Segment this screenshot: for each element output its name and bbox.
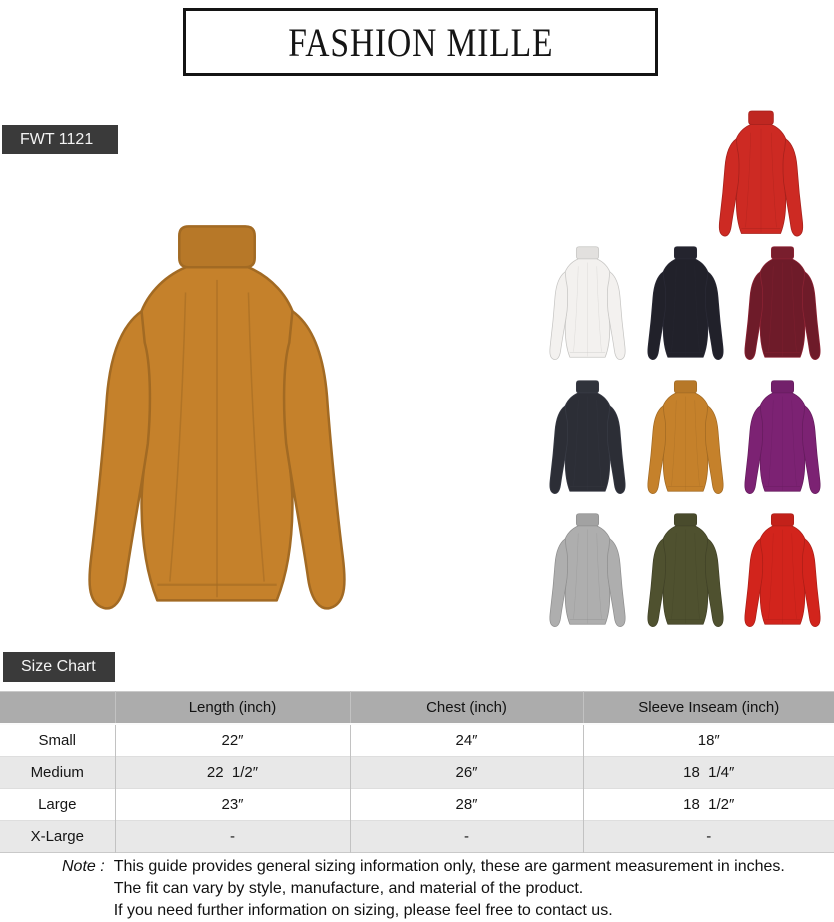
main-product-image [52, 217, 382, 657]
size-row-xlarge [0, 821, 834, 853]
variant-swatch-white [539, 244, 637, 378]
featured-variant-image [702, 108, 820, 252]
value-cell: 23″ [115, 789, 350, 821]
size-chart-badge-text: Size Chart [21, 658, 96, 675]
size-cell: Large [0, 789, 115, 821]
note-lines [114, 856, 785, 922]
size-cell: Medium [0, 757, 115, 789]
note-line: This guide provides general sizing information only, these are garment measurement in inches. [113, 858, 785, 875]
size-row-medium [0, 757, 834, 789]
size-col-header-length: Length (inch) [115, 692, 350, 725]
size-cell: Small [0, 724, 115, 757]
value-cell: 22″ [115, 724, 350, 757]
value-cell: - [115, 821, 350, 853]
style-code-text: FWT 1121 [20, 130, 94, 148]
size-cell: X-Large [0, 821, 115, 853]
note-line: If you need further information on sizing, please feel free to contact us. [113, 902, 613, 919]
value-cell: 24″ [350, 724, 583, 757]
variant-swatch-burgundy [734, 244, 832, 378]
size-chart-badge [3, 652, 115, 682]
size-col-header-chest: Chest (inch) [350, 692, 583, 725]
note-line: The fit can vary by style, manufacture, and material of the product. [113, 880, 584, 897]
value-cell: - [350, 821, 583, 853]
variant-grid [539, 244, 832, 645]
size-row-large [0, 789, 834, 821]
size-col-header-blank [0, 692, 115, 725]
variant-swatch-purple [734, 378, 832, 512]
style-code-badge [2, 125, 118, 154]
value-cell: 26″ [350, 757, 583, 789]
value-cell: 18 1/4″ [583, 757, 834, 789]
variant-swatch-red [734, 511, 832, 645]
variant-swatch-charcoal [539, 378, 637, 512]
brand-banner [183, 8, 658, 76]
size-row-small [0, 724, 834, 757]
value-cell: 18″ [583, 724, 834, 757]
value-cell: 28″ [350, 789, 583, 821]
sizing-note [62, 856, 785, 922]
value-cell: 22 1/2″ [115, 757, 350, 789]
variant-swatch-heather-gray [539, 511, 637, 645]
variant-swatch-olive [637, 511, 735, 645]
value-cell: - [583, 821, 834, 853]
size-col-header-sleeve: Sleeve Inseam (inch) [583, 692, 834, 725]
size-chart-header-row [0, 692, 834, 725]
value-cell: 18 1/2″ [583, 789, 834, 821]
variant-swatch-black [637, 244, 735, 378]
size-chart-section [0, 691, 834, 853]
brand-title: FASHION MILLE [287, 19, 554, 65]
size-chart-table [0, 691, 834, 853]
note-label: Note : [62, 858, 105, 875]
variant-swatch-mustard [637, 378, 735, 512]
